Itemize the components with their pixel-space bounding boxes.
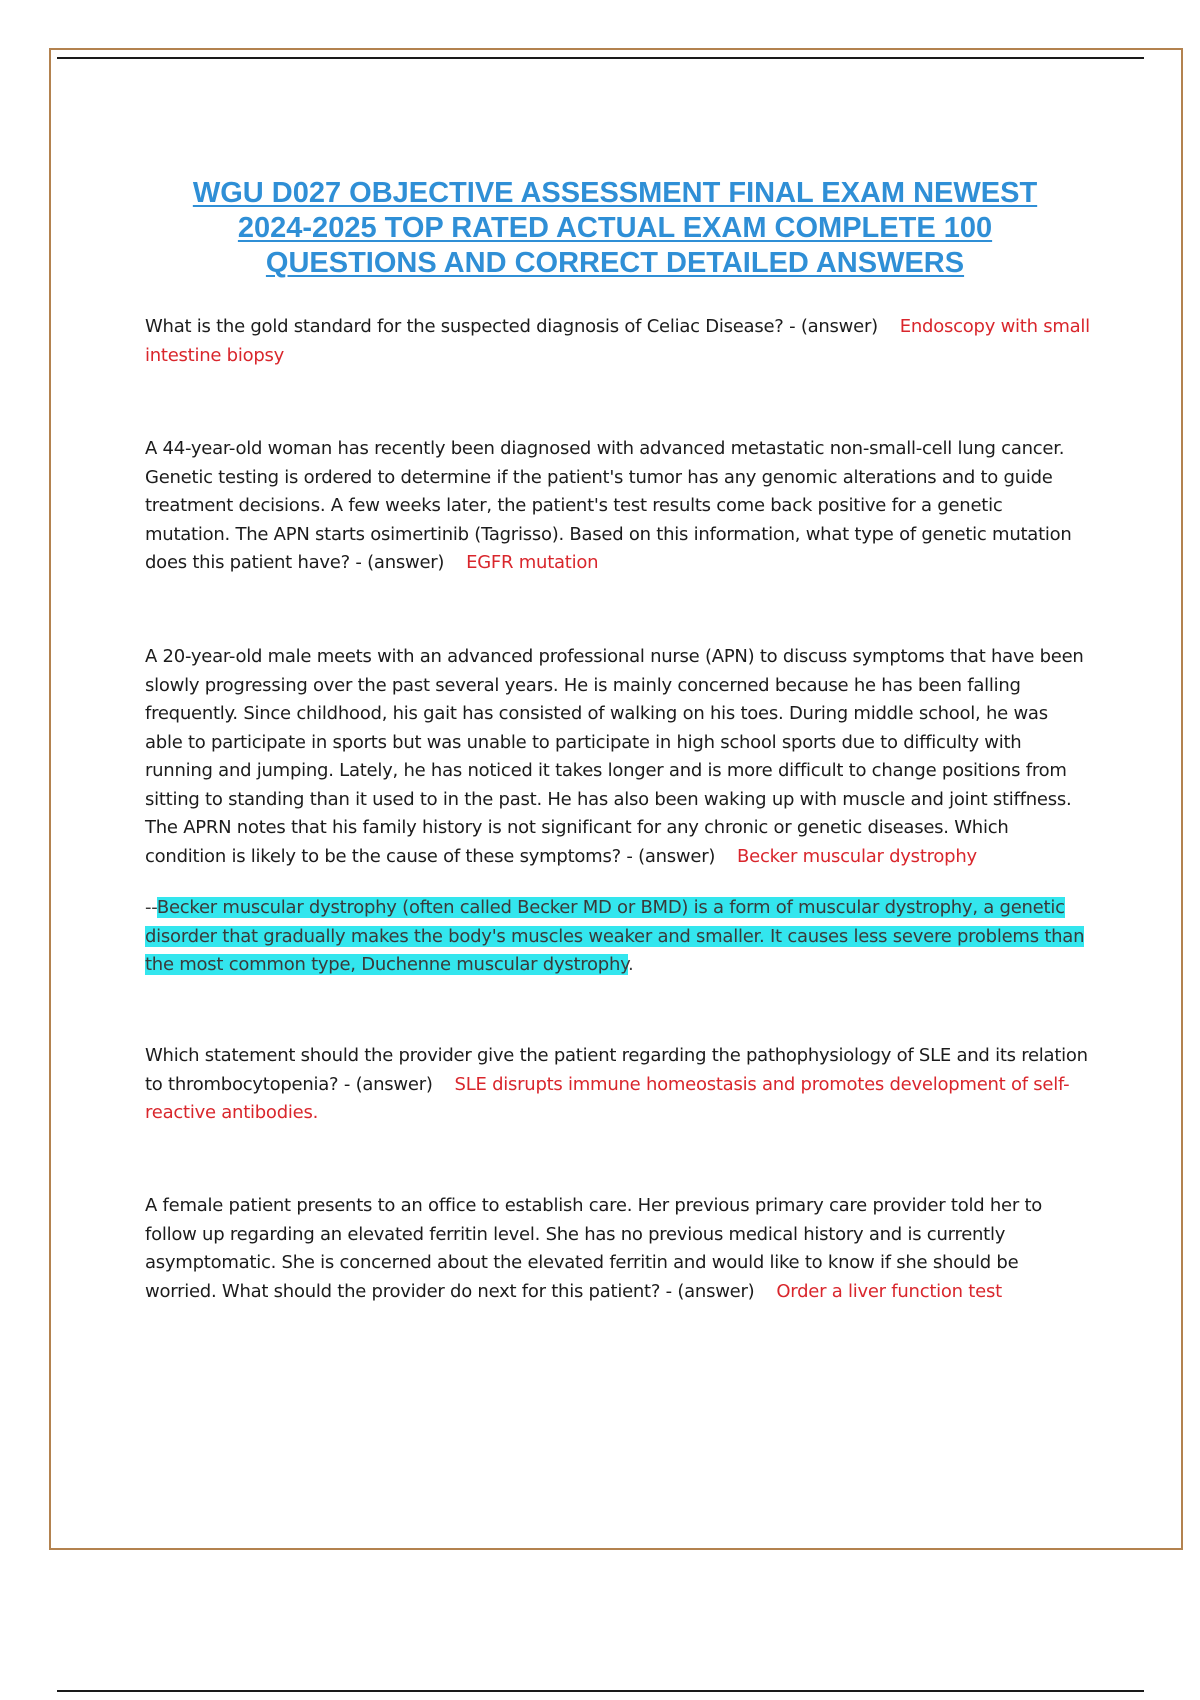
document-title <box>150 176 1080 281</box>
answer-text: Becker muscular dystrophy <box>737 845 977 867</box>
question-block-3 <box>145 643 1090 871</box>
top-rule <box>57 57 1144 59</box>
title-line-3: QUESTIONS AND CORRECT DETAILED ANSWERS <box>265 247 965 279</box>
question-block-5 <box>145 1192 1090 1306</box>
question-text: A female patient presents to an office to establish care. Her previous primary care provider told her to follow up regarding an elevated ferritin level. She has no previous medical history and is currently asymptomatic. She is concerned about the elevated ferritin and would like to know if she should be worried. What should the provider do next for this patient? <box>145 1195 1043 1302</box>
question-text: Which statement should the provider give the patient regarding the pathophysiology of SLE and its relation to thrombocytopenia? <box>145 1045 1088 1095</box>
answer-text: EGFR mutation <box>466 552 599 573</box>
answer-tag: (answer) <box>677 1280 755 1302</box>
question-separator: - <box>660 1280 678 1302</box>
answer-text: Endoscopy with small intestine biopsy <box>145 316 1090 366</box>
answer-tag: (answer) <box>638 845 716 867</box>
bottom-rule <box>57 1690 1144 1692</box>
answer-tag: (answer) <box>800 316 878 337</box>
question-text: What is the gold standard for the suspected diagnosis of Celiac Disease? <box>145 316 784 337</box>
question-block-1 <box>145 313 1090 370</box>
note-prefix: -- <box>145 897 157 918</box>
question-text: A 44-year-old woman has recently been diagnosed with advanced metastatic non-small-cell lung cancer. Genetic testing is ordered to determine if the patient's tumor has any genomic alterations and to guide treatment decisions. A few weeks later, the patient's test results come back positive for a genetic mutation. The APN starts osimertinib (Tagrisso). Based on this information, what type of genetic mutation does this patient have? <box>145 438 1072 573</box>
answer-text: SLE disrupts immune homeostasis and promotes development of self-reactive antibodies. <box>145 1073 1070 1123</box>
question-block-4 <box>145 1042 1090 1128</box>
answer-tag: (answer) <box>355 1073 433 1095</box>
question-separator: - <box>338 1073 356 1095</box>
title-line-1: WGU D027 OBJECTIVE ASSESSMENT FINAL EXAM NEWEST <box>192 177 1038 209</box>
explanation-note <box>145 894 1090 980</box>
question-separator: - <box>349 552 368 573</box>
question-separator: - <box>783 316 801 337</box>
question-separator: - <box>620 845 639 867</box>
answer-text: Order a liver function test <box>776 1280 1002 1302</box>
note-suffix: . <box>627 954 634 975</box>
question-text: A 20-year-old male meets with an advanced professional nurse (APN) to discuss symptoms that have been slowly progressing over the past several years. He is mainly concerned because he has been falling frequently. Since childhood, his gait has consisted of walking on his toes. During middle school, he was able to participate in sports but was unable to participate in high school sports due to difficulty with running and jumping. Lately, he has noticed it takes longer and is more difficult to change positions from sitting to standing than it used to in the past. He has also been waking up with muscle and joint stiffness. The APRN notes that his family history is not significant for any chronic or genetic diseases. Which condition is likely to be the cause of these symptoms? <box>145 646 1084 867</box>
highlighted-explanation: Becker muscular dystrophy (often called Becker MD or BMD) is a form of muscular dystrophy, a genetic disorder that gradually makes the body's muscles weaker and smaller. It causes less severe problems than the most common type, Duchenne muscular dystrophy <box>145 897 1085 975</box>
question-block-2 <box>145 435 1090 578</box>
title-line-2: 2024-2025 TOP RATED ACTUAL EXAM COMPLETE 100 <box>237 212 993 244</box>
answer-tag: (answer) <box>367 552 445 573</box>
